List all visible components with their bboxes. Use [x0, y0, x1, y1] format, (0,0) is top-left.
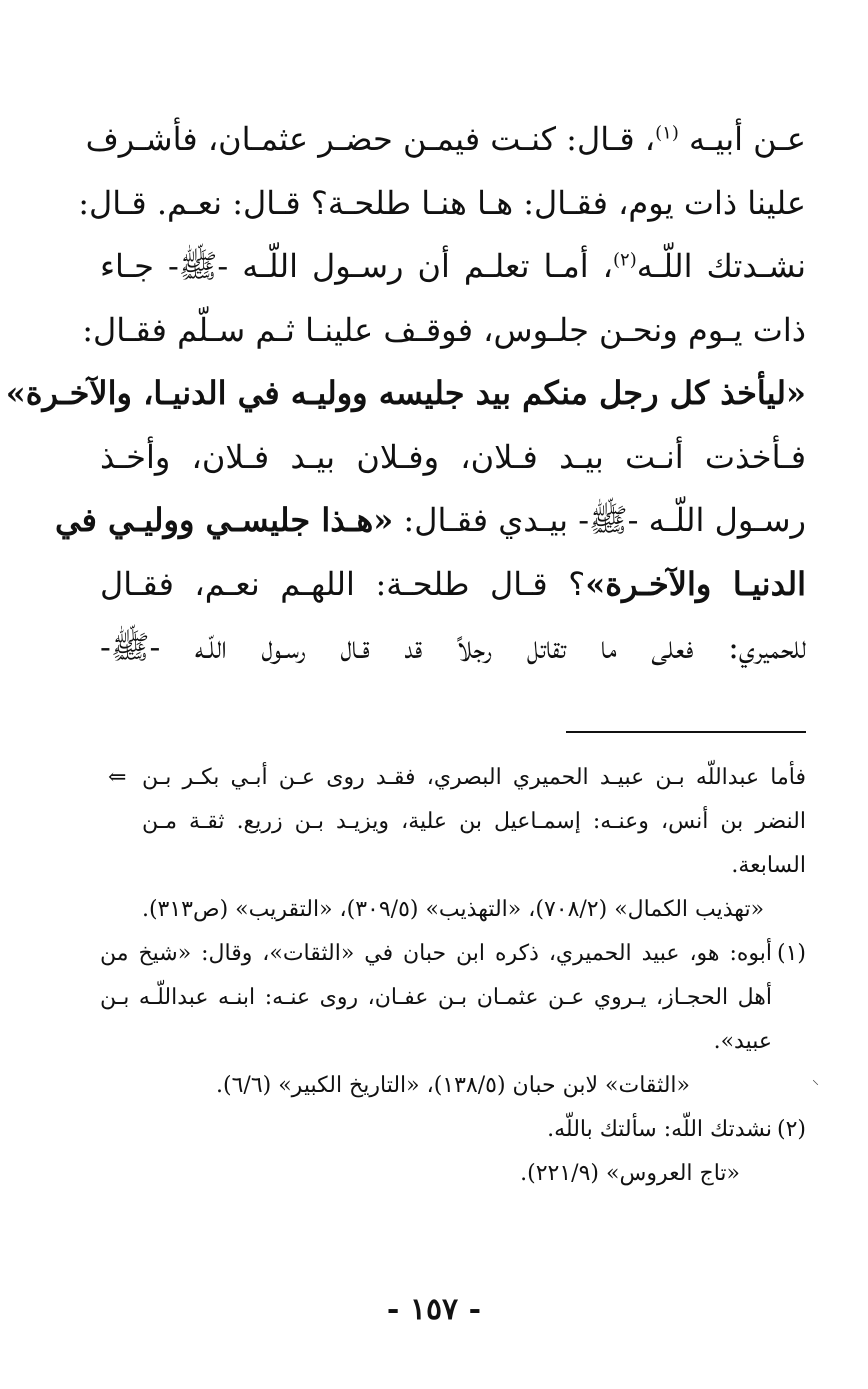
footnote-line: السابعة.: [731, 853, 806, 878]
footnote-2: [100, 1108, 806, 1152]
footnote-1: [100, 932, 806, 976]
margin-mark-icon: ⸝: [812, 1072, 819, 1088]
main-text-line: [85, 108, 806, 172]
text-segment: ؟ قـال طلحـة: اللهـم نعـم، فقـال: [100, 564, 586, 603]
footnote-1-line: [100, 1020, 806, 1064]
main-text-line: فـأخذت أنـت بيـد فـلان، وفـلان بيـد فـلان، وأخـذ: [100, 437, 806, 476]
footnote-line: أهل الحجـاز، يـروي عـن عثمـان بـن عفـان، روى عنـه: ابنـه عبداللّـه بـن: [100, 985, 772, 1010]
footnote-references: «تهذيب الكمال» (٧٠٨/٢)، «التهذيب» (٣٠٩/٥)، «التقريب» (ص٣١٣).: [141, 897, 765, 922]
main-text-line: ذات يـوم ونحـن جلـوس، فوقـف علينـا ثـم سـلّم فقـال:: [82, 310, 806, 349]
footnote-references: «الثقات» لابن حبان (١٣٨/٥)، «التاريخ الكبير» (٦/٦).: [216, 1073, 690, 1098]
text-segment: نشـدتك اللّـه: [636, 247, 807, 285]
footnote-continuation: [100, 756, 806, 800]
hadith-quote-line: «ليأخذ كل رجل منكم بيد جليسه ووليـه في الدنيـا، والآخـرة»: [5, 374, 806, 412]
footnote-line: عبيد».: [713, 1029, 772, 1054]
text-segment: رسـول اللّـه -ﷺ- بيـدي فقـال:: [403, 501, 806, 539]
text-segment: عـن أبيـه: [689, 120, 806, 158]
page-number: - ١٥٧ -: [386, 1292, 482, 1327]
footnote-line: أبوه: هو، عبيد الحميري، ذكره ابن حبان في «الثقات»، وقال: «شيخ من: [100, 941, 772, 966]
main-text-line: للحميري: فعلى ما تقاتل رجلاً قد قـال رسـول اللّـه -ﷺ-: [100, 628, 806, 666]
hadith-quote-segment: الدنيـا والآخـرة»: [585, 564, 806, 603]
main-text-body: [5, 108, 807, 680]
text-segment: ، أمـا تعلـم أن رسـول اللّـه -ﷺ- جـاء: [100, 247, 613, 285]
footnote-ref-2[interactable]: (٢): [613, 249, 637, 271]
footnote-line: نشدتك اللّه: سألتك باللّه.: [547, 1117, 772, 1142]
footnote-continuation-line: [100, 844, 806, 888]
main-text-line: علينا ذات يوم، فقـال: هـا هنـا طلحـة؟ قـال: نعـم. قـال:: [78, 183, 806, 222]
text-segment: ، قـال: كنـت فيمـن حضـر عثمـان، فأشـرف: [85, 120, 656, 158]
main-text-line: [54, 489, 806, 553]
continuation-arrow-icon: ⇐: [108, 765, 127, 790]
footnote-separator: [566, 731, 806, 733]
main-text-line: [100, 553, 806, 617]
footnote-1-line: [100, 976, 806, 1020]
footnote-line: النضر بن أنس، وعنـه: إسمـاعيل بن علية، ويزيـد بـن زريع. ثقـة مـن: [142, 809, 806, 834]
footnote-marker: (٢): [776, 1117, 806, 1142]
footnote-marker: (١): [776, 941, 806, 966]
footnote-ref-1[interactable]: (١): [655, 122, 679, 144]
footnote-line: فأما عبداللّه بـن عبيـد الحميري البصري، فقـد روى عـن أبـي بكـر بـن: [142, 765, 807, 790]
footnote-continuation-line: [100, 800, 806, 844]
hadith-quote-segment: «هـذا جليسـي ووليـي في: [54, 501, 394, 539]
main-text-line: [100, 235, 806, 299]
footnotes-section: [100, 756, 806, 1196]
footnote-references: «تاج العروس» (٢٢١/٩).: [520, 1161, 740, 1186]
